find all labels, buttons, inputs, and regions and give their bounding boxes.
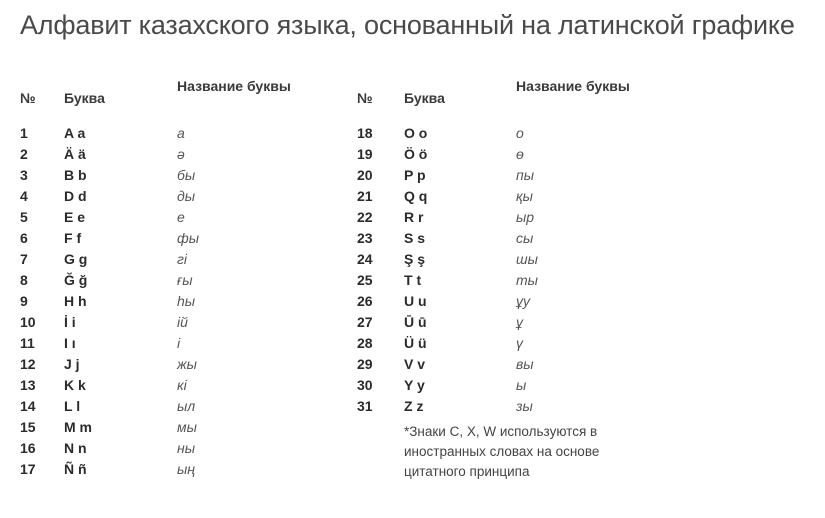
row-letter-name: ұ [516,314,523,330]
row-number: 25 [357,272,373,288]
row-letter-name: ө [516,146,524,162]
footnote: *Знаки C, X, W используются в иностранных словах на основе цитатного принципа [404,424,600,479]
row-number: 10 [20,314,36,330]
row-letter-name: ды [177,188,196,204]
table-row [20,314,257,335]
row-number: 5 [20,209,28,225]
table-row [357,125,596,146]
row-number: 6 [20,230,28,246]
row-letter: N n [64,440,87,456]
header-letter: Буква [64,90,105,106]
row-number: 27 [357,314,373,330]
table-row [357,356,596,377]
table-row [357,272,596,293]
row-letter: Q q [404,188,428,204]
row-letter-name: ыр [516,209,535,225]
table-row [357,251,596,272]
row-letter: M m [64,419,92,435]
row-number: 15 [20,419,36,435]
table-row [357,398,596,419]
row-letter: P p [404,167,426,183]
row-letter-name: ій [177,314,188,330]
table-row [20,146,257,167]
row-letter-name: мы [177,419,197,435]
row-number: 16 [20,440,36,456]
row-letter: Ş ş [404,251,426,267]
row-letter: L l [64,398,81,414]
row-number: 7 [20,251,28,267]
table-row [357,167,596,188]
row-letter-name: а [177,125,185,141]
row-letter-name: шы [516,251,538,267]
row-letter: D d [64,188,87,204]
row-letter: İ i [64,314,76,330]
row-letter: J j [64,356,80,372]
table-row [20,398,257,419]
table-row [357,209,596,230]
row-number: 24 [357,251,373,267]
row-number: 17 [20,461,36,477]
row-letter: Ū ū [404,314,427,330]
row-number: 8 [20,272,28,288]
row-number: 21 [357,188,373,204]
row-letter-name: е [177,209,185,225]
row-letter: Ğ ğ [64,272,88,288]
row-letter: G g [64,251,88,267]
row-letter: Ä ä [64,146,86,162]
header-letter: Буква [404,90,445,106]
row-number: 12 [20,356,36,372]
row-letter: B b [64,167,87,183]
row-letter: Ñ ñ [64,461,87,477]
row-number: 30 [357,377,373,393]
row-letter: H h [64,293,87,309]
row-letter: F f [64,230,82,246]
row-letter: U u [404,293,427,309]
row-letter-name: ны [177,440,196,456]
row-letter-name: пы [516,167,535,183]
row-letter-name: фы [177,230,199,246]
row-letter-name: һы [177,293,196,309]
row-number: 29 [357,356,373,372]
table-row [20,167,257,188]
row-letter: O o [404,125,428,141]
row-letter: T t [404,272,422,288]
table-row [20,230,257,251]
table-row [20,377,257,398]
table-row [20,356,257,377]
header-name: Название буквы [516,78,630,94]
row-number: 28 [357,335,373,351]
row-letter-name: зы [516,398,533,414]
table-row [20,272,257,293]
row-number: 4 [20,188,28,204]
table-row [357,335,596,356]
row-letter: V v [404,356,426,372]
row-letter: Z z [404,398,424,414]
table-row [357,314,596,335]
row-letter-name: вы [516,356,534,372]
row-number: 18 [357,125,373,141]
row-letter-name: ты [516,272,538,288]
header-name: Название буквы [177,78,291,94]
row-letter-name: о [516,125,524,141]
header-num: № [357,90,373,106]
table-row [20,209,257,230]
row-letter: Y y [404,377,425,393]
table-row [357,377,596,398]
row-letter: S s [404,230,426,246]
row-number: 31 [357,398,373,414]
row-number: 19 [357,146,373,162]
row-number: 14 [20,398,36,414]
row-number: 3 [20,167,28,183]
row-letter-name: гі [177,251,188,267]
row-letter-name: сы [516,230,534,246]
row-letter: Ü ü [404,335,427,351]
row-letter-name: кі [177,377,187,393]
page-title: Алфавит казахского языка, основанный на латинской графике [20,10,795,40]
row-letter-name: қы [516,188,533,204]
header-num: № [20,90,36,106]
row-letter-name: ы [516,377,527,393]
row-letter: A a [64,125,86,141]
row-number: 20 [357,167,373,183]
table-row [20,440,257,461]
row-letter-name: ың [177,461,196,477]
table-row [357,293,596,314]
table-row [20,125,257,146]
row-number: 9 [20,293,28,309]
row-letter-name: бы [177,167,196,183]
table-row [357,188,596,209]
row-letter-name: ыл [177,398,196,414]
row-number: 13 [20,377,36,393]
row-letter-name: і [177,335,181,351]
table-row [20,335,257,356]
row-number: 26 [357,293,373,309]
row-letter-name: ү [516,335,523,351]
table-row [20,461,257,482]
row-letter: Ö ö [404,146,428,162]
row-number: 1 [20,125,28,141]
row-letter-name: ә [177,146,185,162]
row-letter: E e [64,209,86,225]
row-letter-name: ғы [177,272,193,288]
table-row [357,146,596,167]
table-row [20,293,257,314]
row-letter-name: ұу [516,293,530,309]
table-row [357,230,596,251]
row-number: 22 [357,209,373,225]
row-number: 2 [20,146,28,162]
table-row [20,251,257,272]
row-letter: R r [404,209,424,225]
row-letter-name: жы [177,356,197,372]
row-letter: K k [64,377,86,393]
row-letter: I ı [64,335,76,351]
table-row [20,188,257,209]
table-row [20,419,257,440]
row-number: 11 [20,335,35,351]
row-number: 23 [357,230,373,246]
